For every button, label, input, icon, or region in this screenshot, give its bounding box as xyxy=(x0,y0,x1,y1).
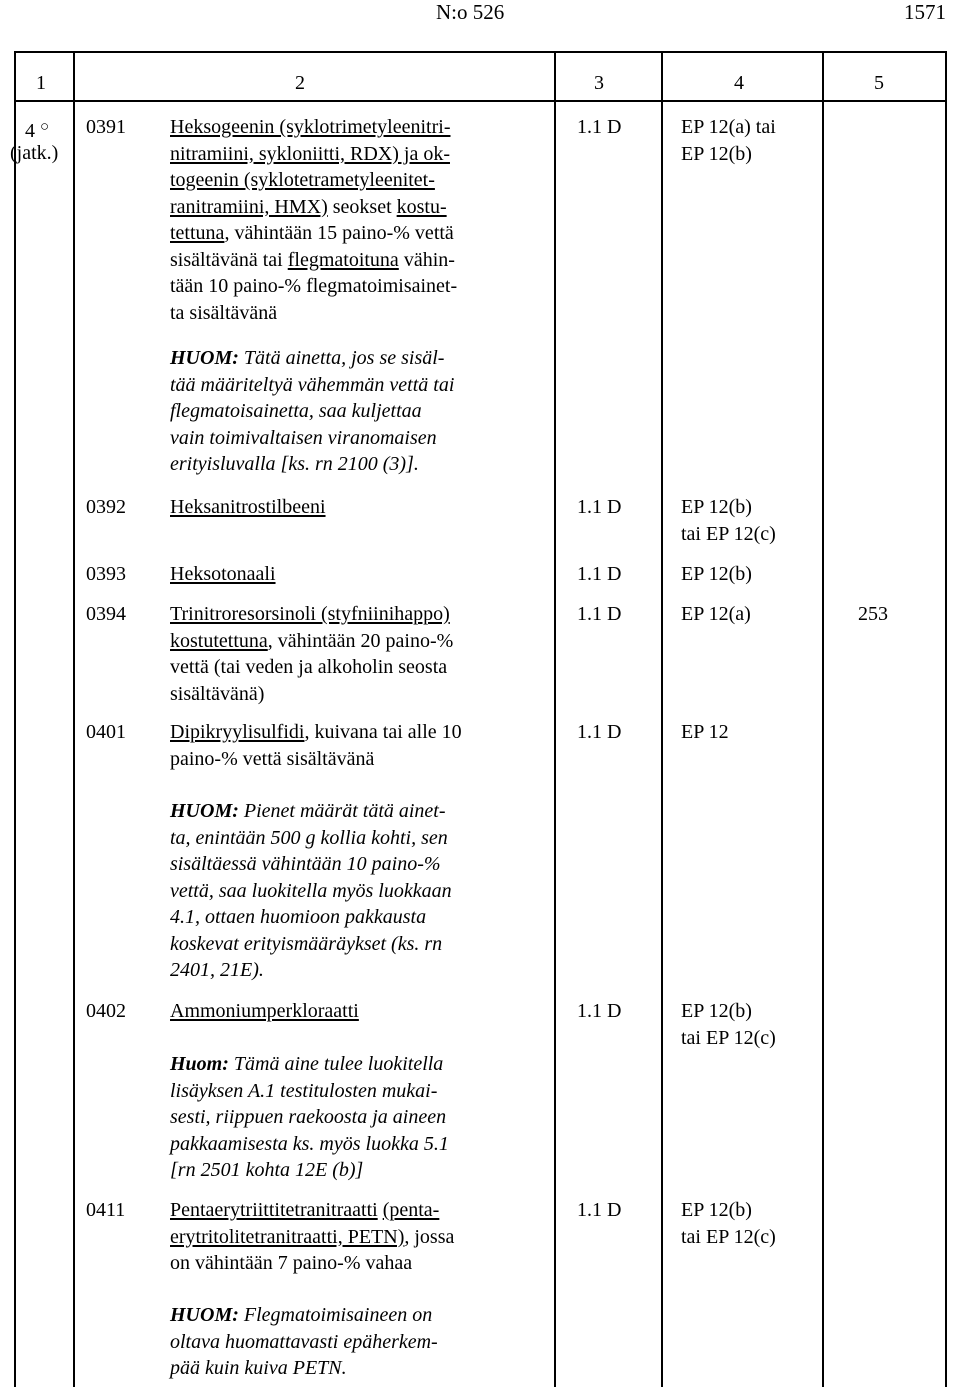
note-line xyxy=(170,372,454,399)
name-segment: , vähintään 15 paino-% vettä xyxy=(224,222,454,244)
note-text: sisältäessä vähintään 10 paino-% xyxy=(170,853,441,875)
classification-code: 1.1 D xyxy=(577,603,622,625)
note-text: Tämä aine tulee luokitella xyxy=(228,1053,444,1075)
packing-instruction: EP 12(a) tai xyxy=(681,116,776,138)
special-provision: 253 xyxy=(858,603,888,625)
packing-instruction: tai EP 12(c) xyxy=(681,522,776,545)
name-segment: kostu- xyxy=(396,195,447,218)
note-line xyxy=(170,1051,443,1078)
substance-name-line xyxy=(170,141,450,168)
packing-instruction: tai EP 12(c) xyxy=(681,1026,776,1049)
class-number: 4 ○ xyxy=(25,119,50,142)
note-line xyxy=(170,398,422,425)
substance-name-line xyxy=(170,1224,454,1251)
classification-code: 1.1 D xyxy=(577,1199,622,1221)
classification-code: 1.1 D xyxy=(577,1000,622,1022)
note-line xyxy=(170,1131,449,1158)
column-divider-4 xyxy=(822,53,824,1387)
note-text: 2401, 21E). xyxy=(170,959,264,981)
column-header-1: 1 xyxy=(36,72,46,94)
column-divider-2 xyxy=(554,53,556,1387)
note-text: flegmatoisainetta, saa kuljettaa xyxy=(170,400,422,422)
name-segment: tettuna xyxy=(170,222,225,244)
un-number: 0394 xyxy=(86,603,126,625)
column-divider-1 xyxy=(73,53,75,1387)
note-line xyxy=(170,904,426,931)
substance-name-line xyxy=(170,561,276,588)
column-header-4: 4 xyxy=(734,72,744,94)
note-text: vain toimivaltaisen viranomaisen xyxy=(170,426,437,449)
note-label: HUOM: xyxy=(170,347,239,369)
packing-instruction: EP 12(b) xyxy=(681,1000,752,1022)
name-segment: Heksogeenin (syklotrimetyleenitri- xyxy=(170,116,451,138)
name-segment: sisältävänä tai xyxy=(170,248,288,271)
note-line xyxy=(170,1078,437,1105)
note-line xyxy=(170,1157,363,1184)
substance-name-line xyxy=(170,719,462,746)
name-segment: vähin- xyxy=(398,248,455,271)
packing-instruction: EP 12(b) xyxy=(681,563,752,585)
name-segment: , jossa xyxy=(404,1225,455,1248)
note-text: erityisluvalla [ks. rn 2100 (3)]. xyxy=(170,453,419,475)
note-text: Tätä ainetta, jos se sisäl- xyxy=(238,347,445,369)
substance-name-line xyxy=(170,300,277,327)
note-text: tää määriteltyä vähemmän vettä tai xyxy=(170,373,455,396)
name-segment: ranitramiini, HMX) xyxy=(170,195,328,218)
note-text: pää kuin kuiva PETN. xyxy=(170,1357,347,1379)
note-line xyxy=(170,851,441,878)
name-segment: Ammoniumperkloraatti xyxy=(170,1000,359,1022)
note-text: Pienet määrät tätä ainet- xyxy=(238,800,446,822)
note-line xyxy=(170,1302,432,1329)
substance-name-line xyxy=(170,494,326,521)
name-segment: tään 10 paino-% flegmatoimisainet- xyxy=(170,275,458,297)
note-line xyxy=(170,1355,347,1382)
name-segment: , vähintään 20 paino-% xyxy=(267,629,454,652)
substance-name-line xyxy=(170,681,264,708)
un-number: 0411 xyxy=(86,1199,126,1221)
note-text: Flegmatoimisaineen on xyxy=(238,1304,433,1326)
note-text: ta, enintään 500 g kollia kohti, sen xyxy=(170,826,448,849)
substance-name-line xyxy=(170,247,455,274)
packing-instruction: EP 12(b) xyxy=(681,496,752,518)
substance-name-line xyxy=(170,746,374,773)
substance-name-line xyxy=(170,998,359,1025)
name-segment: sisältävänä) xyxy=(170,682,265,705)
note-text: 4.1, ottaen huomioon pakkausta xyxy=(170,906,427,928)
note-line xyxy=(170,451,419,478)
packing-instruction: EP 12 xyxy=(681,721,729,743)
packing-instruction: EP 12(b) xyxy=(681,142,752,165)
note-text: vettä, saa luokitella myös luokkaan xyxy=(170,879,452,902)
note-line xyxy=(170,798,446,825)
name-segment: Heksotonaali xyxy=(170,563,276,585)
note-line xyxy=(170,345,444,372)
name-segment: togeenin (syklotetrametyleenitet- xyxy=(170,169,435,191)
note-text: pakkaamisesta ks. myös luokka 5.1 xyxy=(170,1132,449,1155)
name-segment: nitramiini, sykloniitti, RDX) ja ok- xyxy=(170,142,450,165)
substance-name-line xyxy=(170,220,454,247)
note-text: koskevat erityismääräykset (ks. rn xyxy=(170,932,443,955)
substance-name-line xyxy=(170,167,435,194)
name-segment: flegmatoituna xyxy=(287,248,399,271)
column-header-3: 3 xyxy=(594,72,604,94)
name-segment: vettä (tai veden ja alkoholin seosta xyxy=(170,656,448,678)
classification-code: 1.1 D xyxy=(577,721,622,743)
note-line xyxy=(170,825,448,852)
note-line xyxy=(170,1104,446,1131)
column-header-5: 5 xyxy=(874,72,884,94)
classification-code: 1.1 D xyxy=(577,496,622,518)
name-segment: Trinitroresorsinoli (styfniinihappo) xyxy=(170,603,450,625)
substance-name-line xyxy=(170,628,453,655)
substance-name-line xyxy=(170,194,447,221)
name-segment: , kuivana tai alle 10 xyxy=(304,721,462,743)
note-line xyxy=(170,878,452,905)
class-continued-note: (jatk.) xyxy=(10,142,59,164)
header-divider xyxy=(16,100,945,102)
note-line xyxy=(170,425,437,452)
page-number: 1571 xyxy=(904,0,946,24)
name-segment: erytritolitetranitraatti, PETN) xyxy=(170,1225,405,1248)
note-line xyxy=(170,931,442,958)
note-line xyxy=(170,1329,438,1356)
name-segment: on vähintään 7 paino-% vahaa xyxy=(170,1252,413,1274)
name-segment: seokset xyxy=(327,195,397,218)
note-text: lisäyksen A.1 testitulosten mukai- xyxy=(170,1079,438,1102)
column-header-2: 2 xyxy=(295,72,305,94)
note-text: [rn 2501 kohta 12E (b)] xyxy=(170,1159,364,1181)
name-segment: ta sisältävänä xyxy=(170,301,278,324)
un-number: 0393 xyxy=(86,563,126,585)
name-segment: Pentaerytriittitetranitraatti xyxy=(170,1199,378,1221)
note-label: HUOM: xyxy=(170,1304,239,1326)
classification-code: 1.1 D xyxy=(577,563,622,585)
note-label: HUOM: xyxy=(170,800,239,822)
name-segment: kostutettuna xyxy=(170,629,268,652)
substance-name-line xyxy=(170,601,450,628)
name-segment: Heksanitrostilbeeni xyxy=(170,496,326,518)
column-divider-3 xyxy=(661,53,663,1387)
name-segment: paino-% vettä sisältävänä xyxy=(170,747,375,770)
un-number: 0392 xyxy=(86,496,126,518)
substance-name-line xyxy=(170,654,447,681)
name-segment: (penta- xyxy=(382,1199,440,1221)
un-number: 0401 xyxy=(86,721,126,743)
note-text: oltava huomattavasti epäherkem- xyxy=(170,1330,438,1353)
substance-table xyxy=(14,51,947,1387)
un-number: 0391 xyxy=(86,116,126,138)
note-text: sesti, riippuen raekoosta ja aineen xyxy=(170,1106,447,1128)
packing-instruction: tai EP 12(c) xyxy=(681,1225,776,1248)
substance-name-line xyxy=(170,273,457,300)
un-number: 0402 xyxy=(86,1000,126,1022)
note-line xyxy=(170,957,264,984)
classification-code: 1.1 D xyxy=(577,116,622,138)
document-number: N:o 526 xyxy=(436,0,505,24)
name-segment: Dipikryylisulfidi xyxy=(170,721,305,743)
substance-name-line xyxy=(170,1250,412,1277)
substance-name-line xyxy=(170,114,450,141)
substance-name-line xyxy=(170,1197,439,1224)
packing-instruction: EP 12(b) xyxy=(681,1199,752,1221)
note-label: Huom: xyxy=(170,1053,229,1075)
packing-instruction: EP 12(a) xyxy=(681,603,751,625)
